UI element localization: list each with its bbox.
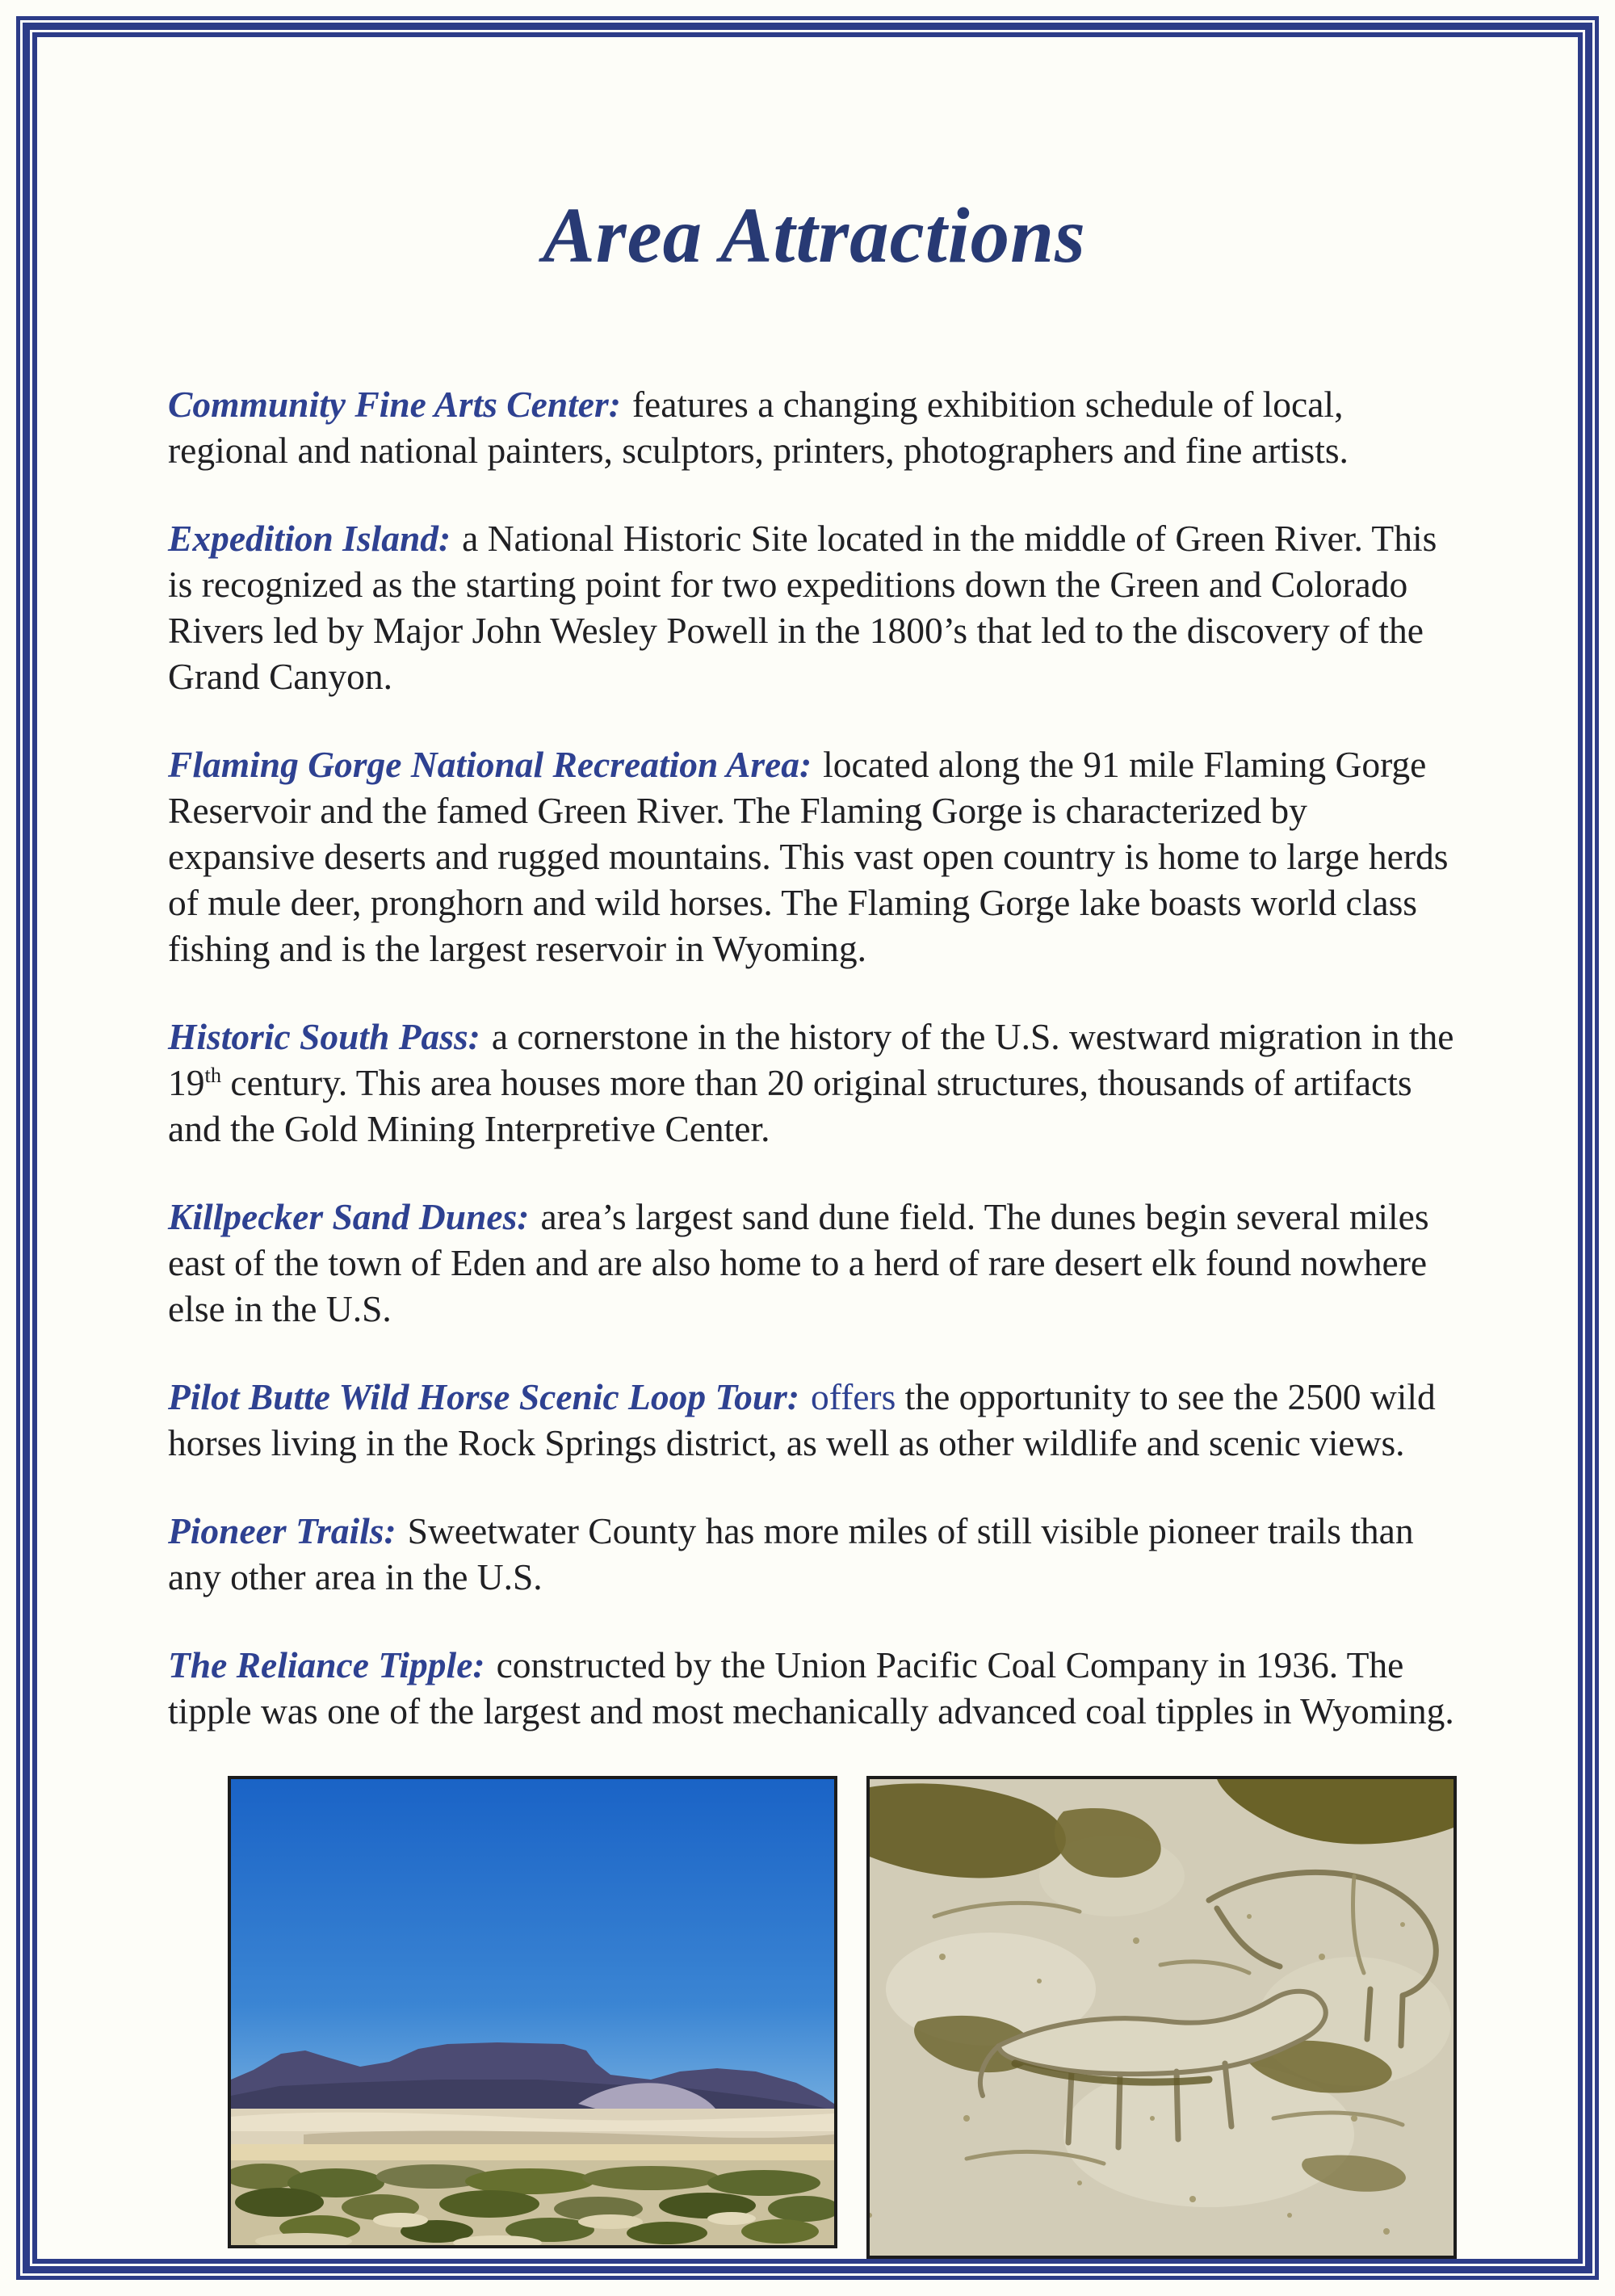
attraction-paragraph [168,1194,1461,1332]
attraction-body-segment: the opportunity to see the 2500 wild horses living in the Rock Springs district, as well as other wildlife and scenic views. [168,1376,1436,1463]
attraction-paragraph [168,1508,1461,1600]
attraction-heading: The Reliance Tipple: [168,1644,485,1685]
page-content [37,37,1578,2259]
attraction-body-segment: features a changing exhibition schedule of local, regional and national painters, sculptors, printers, photographers and fine artists. [168,384,1349,471]
attraction-heading: Community Fine Arts Center: [168,384,621,425]
attraction-body-segment: a cornerstone in the history of the U.S. westward migration in the 19 [168,1016,1454,1103]
attractions-list [168,381,1461,1734]
photo-desert-landscape [228,1776,837,2248]
photo-row [228,1776,1461,2259]
attraction-paragraph [168,741,1461,972]
sagebrush-clumps [231,2164,834,2244]
desert-landscape-illustration [231,1779,834,2245]
attraction-body-segment: offers [811,1376,896,1417]
attraction-body-segment: Sweetwater County has more miles of still visible pioneer trails than any other area in the U.S. [168,1510,1414,1597]
attraction-body-segment: th [204,1062,222,1087]
attraction-body-segment: a National Historic Site located in the middle of Green River. This is recognized as the starting point for two expeditions down the Green and Colorado Rivers led by Major John Wesley Powell in the 1800’s that led to the discovery of the Grand Canyon. [168,518,1437,697]
border-thick-rule [23,23,1592,2273]
attraction-heading: Expedition Island: [168,518,451,559]
attraction-body-segment: area’s largest sand dune field. The dunes begin several miles east of the town of Eden and are also home to a herd of rare desert elk found nowhere else in the U.S. [168,1196,1429,1329]
page-title: Area Attractions [543,192,1086,279]
attraction-body-segment: constructed by the Union Pacific Coal Company in 1936. The tipple was one of the largest and most mechanically advanced coal tipples in Wyoming. [168,1644,1454,1731]
attraction-body-segment: located along the 91 mile Flaming Gorge Reservoir and the famed Green River. The Flaming Gorge is characterized by expansive deserts and rugged mountains. This vast open country is home to large herds of mule deer, pronghorn and wild horses. The Flaming Gorge lake boasts world class fishing and is the largest reservoir in Wyoming. [168,744,1449,969]
attraction-paragraph [168,515,1461,699]
attraction-heading: Pilot Butte Wild Horse Scenic Loop Tour: [168,1376,799,1417]
attraction-heading: Killpecker Sand Dunes: [168,1196,530,1237]
attraction-heading: Historic South Pass: [168,1016,480,1057]
border-outer-rule [16,16,1599,2280]
attraction-body-segment: century. This area houses more than 20 original structures, thousands of artifacts and the Gold Mining Interpretive Center. [168,1062,1412,1149]
attraction-paragraph [168,1374,1461,1466]
attraction-paragraph [168,1014,1461,1152]
attraction-paragraph [168,381,1461,473]
petroglyph-illustration [870,1779,1454,2256]
attraction-paragraph [168,1642,1461,1734]
attraction-heading: Pioneer Trails: [168,1510,396,1551]
attraction-heading: Flaming Gorge National Recreation Area: [168,744,812,785]
photo-petroglyph [866,1776,1457,2259]
border-inner-rule [32,32,1583,2264]
